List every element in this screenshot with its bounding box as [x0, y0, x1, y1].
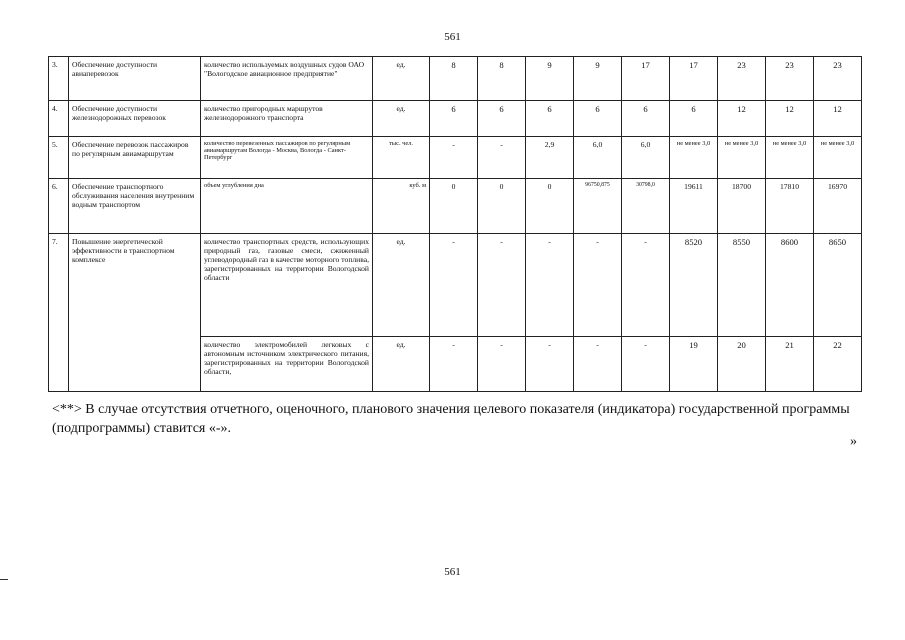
- unit-cell: куб. м: [373, 179, 430, 234]
- row-number: 5.: [49, 137, 69, 179]
- value-cell: 6,0: [622, 137, 670, 179]
- closing-quote: »: [850, 434, 857, 449]
- unit-cell: ед.: [373, 234, 430, 337]
- value-cell: 19611: [670, 179, 718, 234]
- footnote: <**> В случае отсутствия отчетного, оценочного, планового значения целевого показателя (индикатора) государственной программы (подпрограммы) ставится «-».: [52, 402, 850, 436]
- value-cell: 19: [670, 337, 718, 392]
- value-cell: -: [574, 337, 622, 392]
- value-cell: -: [430, 337, 478, 392]
- value-cell: 8600: [766, 234, 814, 337]
- unit-cell: ед.: [373, 101, 430, 137]
- value-cell: 9: [574, 57, 622, 101]
- value-cell: 17: [670, 57, 718, 101]
- unit-cell: ед.: [373, 337, 430, 392]
- value-cell: 6: [430, 101, 478, 137]
- unit-cell: ед.: [373, 57, 430, 101]
- goal-cell: Повышение энергетической эффективности в транспортном комплексе: [69, 234, 201, 392]
- value-cell: 9: [526, 57, 574, 101]
- indicator-cell: количество пригородных маршрутов железнодорожного транспорта: [201, 101, 373, 137]
- value-cell: 22: [814, 337, 862, 392]
- value-cell: не менее 3,0: [766, 137, 814, 179]
- value-cell: 17810: [766, 179, 814, 234]
- value-cell: не менее 3,0: [670, 137, 718, 179]
- value-cell: 16970: [814, 179, 862, 234]
- goal-cell: Обеспечение доступности авиаперевозок: [69, 57, 201, 101]
- value-cell: -: [478, 137, 526, 179]
- indicator-cell: количество используемых воздушных судов ОАО "Вологодское авиационное предприятие": [201, 57, 373, 101]
- value-cell: 96750,875: [574, 179, 622, 234]
- value-cell: 18700: [718, 179, 766, 234]
- value-cell: -: [478, 234, 526, 337]
- value-cell: 6: [574, 101, 622, 137]
- value-cell: -: [574, 234, 622, 337]
- value-cell: 17: [622, 57, 670, 101]
- value-cell: 2,9: [526, 137, 574, 179]
- value-cell: 8: [430, 57, 478, 101]
- value-cell: 8: [478, 57, 526, 101]
- value-cell: -: [430, 137, 478, 179]
- edge-mark: [0, 579, 8, 580]
- value-cell: 6: [622, 101, 670, 137]
- table-row: [49, 57, 862, 101]
- value-cell: 6,0: [574, 137, 622, 179]
- indicators-table: [48, 56, 862, 392]
- table-row: [49, 179, 862, 234]
- value-cell: -: [622, 337, 670, 392]
- value-cell: 30798,0: [622, 179, 670, 234]
- page-number-bottom: 561: [444, 566, 461, 578]
- value-cell: 8520: [670, 234, 718, 337]
- value-cell: 12: [814, 101, 862, 137]
- row-number: 4.: [49, 101, 69, 137]
- value-cell: 6: [526, 101, 574, 137]
- table-row: [49, 137, 862, 179]
- value-cell: -: [526, 337, 574, 392]
- row-number: 6.: [49, 179, 69, 234]
- value-cell: -: [478, 337, 526, 392]
- goal-cell: Обеспечение транспортного обслуживания населения внутренним водным транспортом: [69, 179, 201, 234]
- value-cell: 12: [718, 101, 766, 137]
- value-cell: -: [622, 234, 670, 337]
- value-cell: 21: [766, 337, 814, 392]
- indicator-cell: количество транспортных средств, использующих природный газ, газовые смеси, сжиженный углеводородный газ в качестве моторного топлива, зарегистрированных на территории Вологодской области: [201, 234, 373, 337]
- unit-cell: тыс. чел.: [373, 137, 430, 179]
- value-cell: 20: [718, 337, 766, 392]
- table-row: [49, 101, 862, 137]
- row-number: 7.: [49, 234, 69, 392]
- value-cell: 23: [814, 57, 862, 101]
- value-cell: 23: [718, 57, 766, 101]
- value-cell: 0: [526, 179, 574, 234]
- indicator-cell: объем углубления дна: [201, 179, 373, 234]
- value-cell: -: [526, 234, 574, 337]
- indicator-cell: количество перевезенных пассажиров по регулярным авиамаршрутам Вологда - Москва, Вологда - Санкт-Петербург: [201, 137, 373, 179]
- value-cell: 8650: [814, 234, 862, 337]
- goal-cell: Обеспечение доступности железнодорожных перевозок: [69, 101, 201, 137]
- goal-cell: Обеспечение перевозок пассажиров по регулярным авиамаршрутам: [69, 137, 201, 179]
- value-cell: 6: [478, 101, 526, 137]
- value-cell: 12: [766, 101, 814, 137]
- value-cell: 0: [430, 179, 478, 234]
- value-cell: не менее 3,0: [718, 137, 766, 179]
- row-number: 3.: [49, 57, 69, 101]
- value-cell: 6: [670, 101, 718, 137]
- value-cell: -: [430, 234, 478, 337]
- value-cell: не менее 3,0: [814, 137, 862, 179]
- value-cell: 8550: [718, 234, 766, 337]
- indicator-cell: количество электромобилей легковых с автономным источником электрического питания, зарегистрированных на территории Вологодской области,: [201, 337, 373, 392]
- table-row: [49, 234, 862, 337]
- value-cell: 0: [478, 179, 526, 234]
- page-number-top: 561: [444, 31, 461, 43]
- value-cell: 23: [766, 57, 814, 101]
